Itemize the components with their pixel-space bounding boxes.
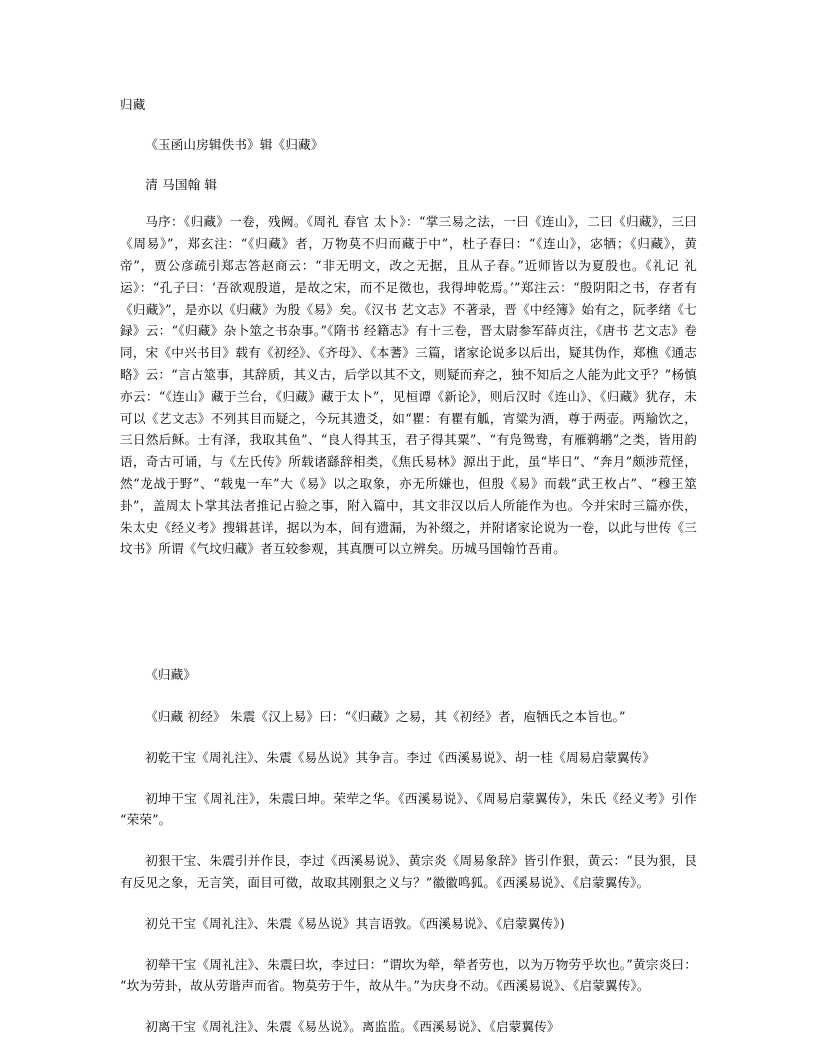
spacer bbox=[120, 116, 697, 134]
entry-chu-li: 初离干宝《周礼注》、朱震《易丛说》。离监监。《西溪易说》、《启蒙翼传》 bbox=[145, 1019, 560, 1035]
spacer bbox=[120, 935, 697, 954]
document-content bbox=[120, 94, 697, 1038]
entry-chujing: 《归藏 初经》 朱震《汉上易》曰：“《归藏》之易，其《初经》者，庖牺氏之本旨也。” bbox=[145, 708, 626, 724]
entry-chu-hen: 初狠干宝、朱震引并作艮，李过《西溪易说》、黄宗炎《周易象辞》皆引作狠，黄云：“艮为狠，艮有反见之象，无言笑，面目可徵，故取其刚狠之义与？”徽徽鸣狐。《西溪易说》、《启蒙翼传》。 bbox=[120, 853, 697, 890]
spacer bbox=[120, 686, 697, 706]
entry-chu-dui: 初兑干宝《周礼注》、朱震《易丛说》其言语敦。《西溪易说》、《启蒙翼传》) bbox=[145, 915, 565, 931]
document-byline: 清 马国翰 辑 bbox=[145, 176, 218, 192]
spacer bbox=[120, 831, 697, 850]
document-source-line: 《玉函山房辑佚书》辑《归藏》 bbox=[145, 136, 324, 152]
section-heading: 《归藏》 bbox=[145, 667, 197, 683]
spacer bbox=[120, 156, 697, 174]
preface-paragraph: 马序：《归藏》一卷，残阙。《周礼 春官 太卜》：“掌三易之法，一曰《连山》，二曰《归藏》，三曰《周易》”，郑玄注：“《归藏》者，万物莫不归而藏于中”，杜子春曰：“《连山》，宓牺；《归藏》，黄帝”，贾公彦疏引郑志答赵商云：“非无明文，改之无据，且从子春。”近师皆以为夏殷也。《礼记 礼运》：“孔子曰：‘吾欲观殷道，是故之宋，而不足徵也，我得坤乾焉。’”郑注云：“殷阴阳之书，存者有《归藏》”，是亦以《归藏》为殷《易》矣。《汉书 艺文志》不著录，晋《中经簿》始有之，阮孝绪《七録》云：“《归藏》杂卜筮之书杂事。”《隋书 经籍志》有十三卷，晋太尉参军薛贞注，《唐书 艺文志》卷同，宋《中兴书目》载有《初经》、《齐母》、《本蓍》三篇，诸家论说多以后出，疑其伪作，郑樵《通志略》云：“言占筮事，其辞质，其义古，后学以其不文，则疑而弃之，独不知后之人能为此文乎？”杨慎亦云：“《连山》藏于兰台，《归藏》藏于太卜”，见桓谭《新论》，则后汉时《连山》、《归藏》犹存，未可以《艺文志》不列其目而疑之，今玩其遗爻，如“瞿：有瞿有觚，宵粱为酒，尊于两壶。两羭饮之，三日然后稣。士有泽，我取其鱼”、“良人得其玉，君子得其粟”、“有凫鸳鸯，有雁鹈鹕”之类，皆用韵语，奇古可诵，与《左氏传》所载诸繇辞相类，《焦氏易林》源出于此，虽“毕日”、“奔月”颇涉荒怪，然“龙战于野”、“载鬼一车”大《易》以之取象，亦无所嫌也，但殷《易》而载“武王枚占”、“穆王筮卦”，盖周太卜掌其法者推记占验之事，附入篇中，其文非汉以后人所能作为也。今并宋时三篇亦佚，朱太史《经义考》搜辑甚详，据以为本，间有遗漏，为补缀之，并附诸家论说为一卷，以此与世传《三坟书》所谓《气坟归藏》者互较参观，其真赝可以立辨矣。历城马国翰竹吾甫。 bbox=[120, 214, 697, 557]
document-title: 归藏 bbox=[120, 97, 146, 112]
spacer bbox=[120, 195, 697, 211]
spacer bbox=[120, 894, 697, 913]
entry-chu-qian: 初乾干宝《周礼注》、朱震《易丛说》其争言。李过《西溪易说》、胡一桂《周易启蒙翼传》 bbox=[145, 749, 656, 765]
entry-chu-kun: 初坤干宝《周礼注》，朱震曰坤。荣荦之华。《西溪易说》、《周易启蒙翼传》，朱氏《经义考》引作“荣荣”。 bbox=[120, 790, 697, 828]
spacer bbox=[120, 728, 697, 747]
spacer bbox=[120, 997, 697, 1016]
spacer bbox=[120, 769, 697, 788]
section-spacer bbox=[120, 560, 697, 664]
entry-chu-luo: 初犖干宝《周礼注》、朱震曰坎，李过曰：“谓坎为犖，犖者劳也，以为万物劳乎坎也。”黄宗炎曰：“坎为劳卦，故从劳谐声而省。物莫劳于牛，故从牛。”为庆身不动。《西溪易说》、《启蒙翼传》。 bbox=[120, 956, 697, 994]
